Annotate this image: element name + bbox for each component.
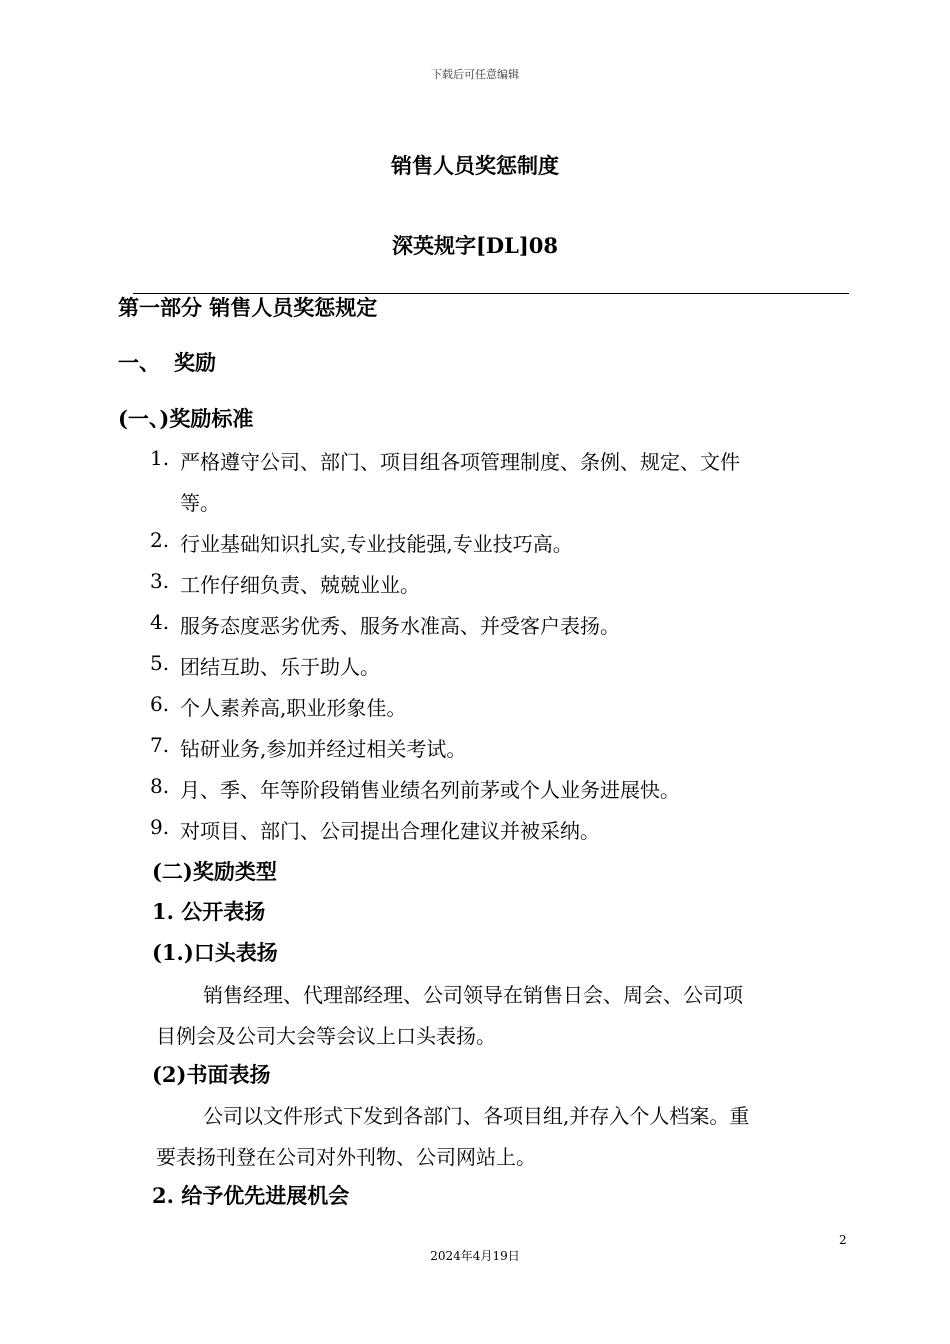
section-title: 奖励: [174, 350, 216, 375]
footer-date: 2024年4月19日: [430, 1249, 520, 1263]
list-item-text: 严格遵守公司、部门、项目组各项管理制度、条例、规定、文件: [180, 450, 740, 474]
list-item-number: 4.: [150, 610, 170, 634]
written-praise-heading: (2)书面表扬: [152, 1062, 271, 1087]
section-number: 一、: [118, 350, 160, 375]
list-item-number: 2.: [150, 528, 170, 552]
list-item-number: 1.: [150, 446, 170, 470]
public-praise-heading: 1. 公开表扬: [152, 899, 266, 924]
oral-praise-paragraph-line1: 销售经理、代理部经理、公司领导在销售日会、周会、公司项: [203, 983, 743, 1007]
document-title: 销售人员奖惩制度: [391, 153, 559, 178]
list-item-text: 个人素养高,职业形象佳。: [180, 696, 407, 720]
list-item-text: 服务态度恶劣优秀、服务水准高、并受客户表扬。: [180, 614, 620, 638]
list-item-text: 团结互助、乐于助人。: [180, 655, 380, 679]
part-heading: 第一部分 销售人员奖惩规定: [118, 295, 378, 320]
list-item-text: 钻研业务,参加并经过相关考试。: [180, 737, 467, 761]
list-item-text: 行业基础知识扎实,专业技能强,专业技巧高。: [180, 532, 573, 556]
list-item-text: 月、季、年等阶段销售业绩名列前茅或个人业务进展快。: [180, 778, 680, 802]
list-item-number: 5.: [150, 651, 170, 675]
standard-heading: (一、)奖励标准: [118, 406, 254, 431]
list-item-continuation: 等。: [180, 491, 220, 515]
list-item-number: 7.: [150, 733, 170, 757]
oral-praise-paragraph-line2: 目例会及公司大会等会议上口头表扬。: [156, 1024, 496, 1048]
header-note: 下载后可任意编辑: [431, 68, 519, 81]
priority-heading: 2. 给予优先进展机会: [152, 1183, 350, 1208]
list-item-number: 6.: [150, 692, 170, 716]
list-item-text: 工作仔细负责、兢兢业业。: [180, 573, 420, 597]
list-item-number: 3.: [150, 569, 170, 593]
page-number: 2: [839, 1233, 847, 1247]
written-praise-paragraph-line1: 公司以文件形式下发到各部门、各项目组,并存入个人档案。重: [203, 1104, 750, 1128]
list-item-number: 9.: [150, 815, 170, 839]
written-praise-paragraph-line2: 要表扬刊登在公司对外刊物、公司网站上。: [156, 1145, 536, 1169]
oral-praise-heading: (1.)口头表扬: [152, 940, 278, 965]
list-item-text: 对项目、部门、公司提出合理化建议并被采纳。: [180, 819, 600, 843]
document-code: 深英规字[DL]08: [391, 233, 559, 258]
type-heading: (二)奖励类型: [152, 859, 277, 884]
list-item-number: 8.: [150, 774, 170, 798]
